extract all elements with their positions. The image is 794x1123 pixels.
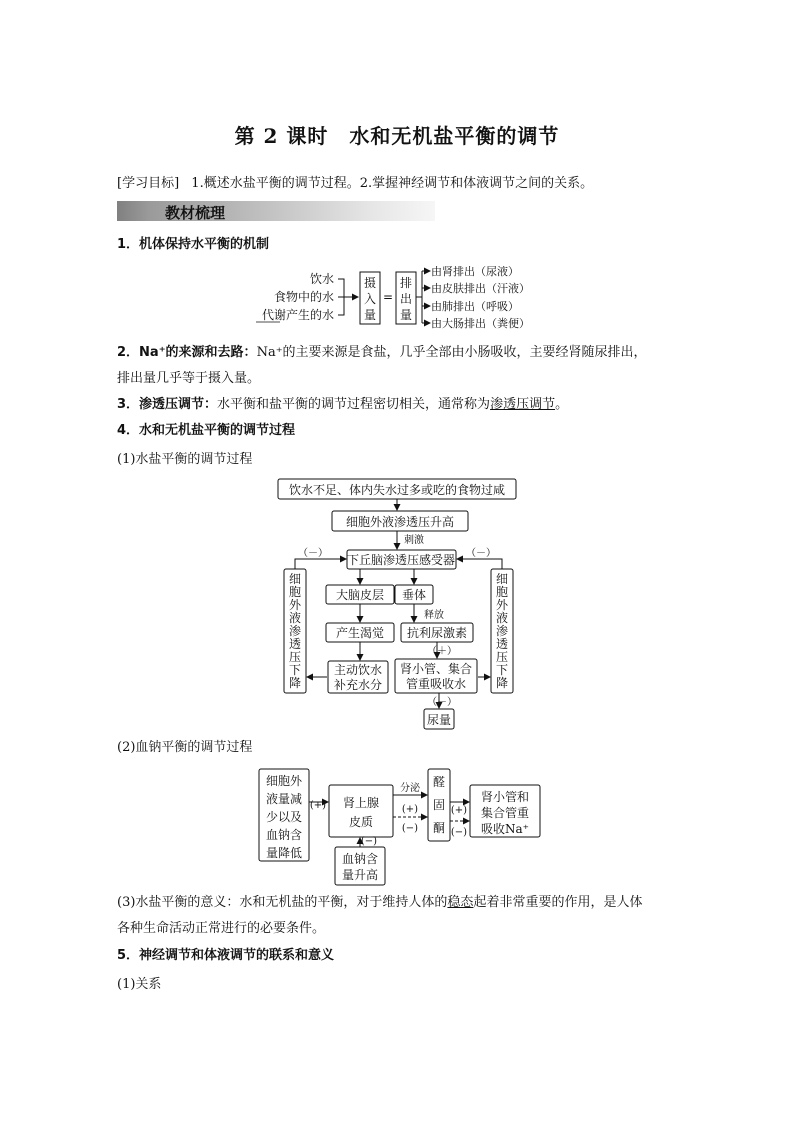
subsection-4-3-key: 稳态: [447, 895, 474, 910]
intake-char-1: 摄: [363, 276, 377, 290]
left-vertical-char-1: 细: [288, 572, 302, 586]
section-3-end: 。: [555, 397, 569, 412]
left-vertical-char-6: 透: [288, 637, 302, 651]
reabsorb-line-1: 肾小管和: [480, 790, 530, 804]
input-food-water: 食物中的水: [273, 290, 334, 304]
right-vertical-char-8: 下: [495, 663, 509, 677]
section-3-text: 水平衡和盐平衡的调节过程密切相关，通常称为: [217, 397, 491, 412]
reabsorb-line-3: 吸收Na⁺: [481, 822, 529, 836]
volume-decrease-line-2: 液量减: [265, 792, 303, 806]
subsection-4-2: (2)血钠平衡的调节过程: [117, 740, 253, 755]
aldosterone-char-1: 醛: [432, 775, 446, 789]
stimulate-label: 刺激: [404, 535, 424, 546]
volume-decrease-line-1: 细胞外: [265, 774, 303, 788]
release-label: 释放: [424, 610, 444, 621]
section-3-key: 渗透压调节: [490, 397, 556, 412]
goals-label: [学习目标]: [117, 176, 180, 191]
secrete-label: 分泌: [400, 783, 420, 794]
left-negative-label: （－）: [298, 548, 328, 559]
subsection-4-3-line-2: 各种生命活动正常进行的必要条件。: [117, 921, 326, 936]
subsection-4-3: [117, 890, 687, 942]
aldosterone-char-2: 固: [432, 798, 446, 812]
negative-label-1: (−): [401, 823, 419, 834]
right-vertical-char-4: 液: [495, 611, 509, 625]
negative-label-3: (−): [360, 836, 378, 847]
section-3: [117, 392, 568, 418]
intake-char-2: 入: [363, 292, 377, 306]
positive-label-2: (+): [401, 804, 419, 815]
left-vertical-char-4: 液: [288, 611, 302, 625]
positive-label: （＋）: [427, 646, 457, 657]
equals-sign: =: [382, 290, 394, 304]
right-vertical-char-9: 降: [495, 676, 509, 690]
urine-box: 尿量: [426, 713, 452, 727]
left-vertical-char-3: 外: [288, 598, 302, 612]
output-skin: 由皮肤排出（汗液）: [431, 282, 530, 295]
negative-label: （－）: [427, 697, 457, 708]
section-banner: [117, 201, 435, 221]
kidney-box-line-1: 肾小管、集合: [399, 662, 473, 676]
water-balance-diagram: [250, 266, 550, 332]
output-kidney: 由肾排出（尿液）: [431, 266, 519, 278]
section-5-heading: 5．神经调节和体液调节的联系和意义: [117, 948, 335, 963]
right-vertical-char-5: 渗: [495, 624, 509, 638]
trigger-box: 饮水不足、体内失水过多或吃的食物过咸: [288, 483, 506, 497]
volume-decrease-line-4: 血钠含: [265, 828, 303, 842]
volume-decrease-line-5: 量降低: [265, 846, 303, 860]
output-lung: 由肺排出（呼吸）: [431, 300, 519, 313]
left-vertical-char-5: 渗: [288, 624, 302, 638]
drink-box-line-1: 主动饮水: [333, 663, 383, 677]
cerebral-cortex-box: 大脑皮层: [335, 588, 385, 602]
banner-label: 教材梳理: [165, 204, 226, 222]
left-vertical-char-8: 下: [288, 663, 302, 677]
volume-decrease-line-3: 少以及: [265, 810, 303, 824]
positive-label-1: (+): [309, 800, 327, 811]
subsection-5-1: (1)关系: [117, 977, 162, 992]
subsection-4-3-text: (3)水盐平衡的意义：水和无机盐的平衡，对于维持人体的: [117, 895, 448, 910]
adrenal-cortex-line-1: 肾上腺: [342, 796, 380, 810]
output-char-2: 出: [399, 292, 413, 306]
subsection-4-1: (1)水盐平衡的调节过程: [117, 452, 253, 467]
kidney-box-line-2: 管重吸收水: [405, 677, 467, 691]
right-vertical-char-7: 压: [495, 650, 509, 664]
negative-label-2: (−): [450, 827, 468, 838]
sodium-rise-line-2: 量升高: [341, 868, 379, 882]
input-drinking: 饮水: [309, 272, 334, 286]
hypothalamus-box: 下丘脑渗透压感受器: [346, 553, 456, 567]
adh-box: 抗利尿激素: [406, 626, 468, 640]
output-intestine: 由大肠排出（粪便）: [431, 317, 530, 330]
left-vertical-char-2: 胞: [288, 585, 302, 599]
right-vertical-char-3: 外: [495, 598, 509, 612]
output-char-1: 排: [399, 276, 413, 290]
left-vertical-char-9: 降: [288, 676, 302, 690]
subsection-4-3-text-end: 起着非常重要的作用，是人体: [473, 895, 643, 910]
water-salt-regulation-diagram: [270, 475, 530, 735]
right-vertical-char-6: 透: [495, 637, 509, 651]
output-char-3: 量: [399, 308, 413, 322]
goals-text: 1.概述水盐平衡的调节过程。2.掌握神经调节和体液调节之间的关系。: [191, 176, 594, 191]
right-negative-label: （－）: [466, 548, 496, 559]
pituitary-box: 垂体: [401, 588, 427, 602]
section-1-heading: 1．机体保持水平衡的机制: [117, 237, 270, 252]
input-metabolic-water: 代谢产生的水: [261, 308, 334, 322]
right-vertical-char-1: 细: [495, 572, 509, 586]
section-3-heading: 3．渗透压调节：: [117, 397, 218, 412]
sodium-regulation-diagram: [255, 765, 545, 891]
section-2-heading: 2．Na⁺的来源和去路：: [117, 345, 257, 360]
left-vertical-char-7: 压: [288, 650, 302, 664]
intake-char-3: 量: [363, 308, 377, 322]
learning-goals: [117, 172, 593, 191]
section-2-text-1: Na⁺的主要来源是食盐，几乎全部由小肠吸收，主要经肾随尿排出，: [256, 345, 647, 360]
right-vertical-char-2: 胞: [495, 585, 509, 599]
reabsorb-line-2: 集合管重: [480, 806, 530, 820]
section-4-heading: 4．水和无机盐平衡的调节过程: [117, 423, 296, 438]
adrenal-cortex-line-2: 皮质: [348, 815, 374, 829]
aldosterone-char-3: 酮: [432, 821, 446, 835]
section-2-text-2: 排出量几乎等于摄入量。: [117, 371, 261, 386]
section-2: [117, 340, 687, 392]
page-title: 第 2 课时 水和无机盐平衡的调节: [234, 124, 560, 148]
drink-box-line-2: 补充水分: [333, 678, 383, 692]
positive-label-3: (+): [450, 805, 468, 816]
sodium-rise-line-1: 血钠含: [341, 852, 379, 866]
osmotic-rise-box: 细胞外液渗透压升高: [345, 515, 455, 529]
thirst-box: 产生渴觉: [335, 626, 385, 640]
